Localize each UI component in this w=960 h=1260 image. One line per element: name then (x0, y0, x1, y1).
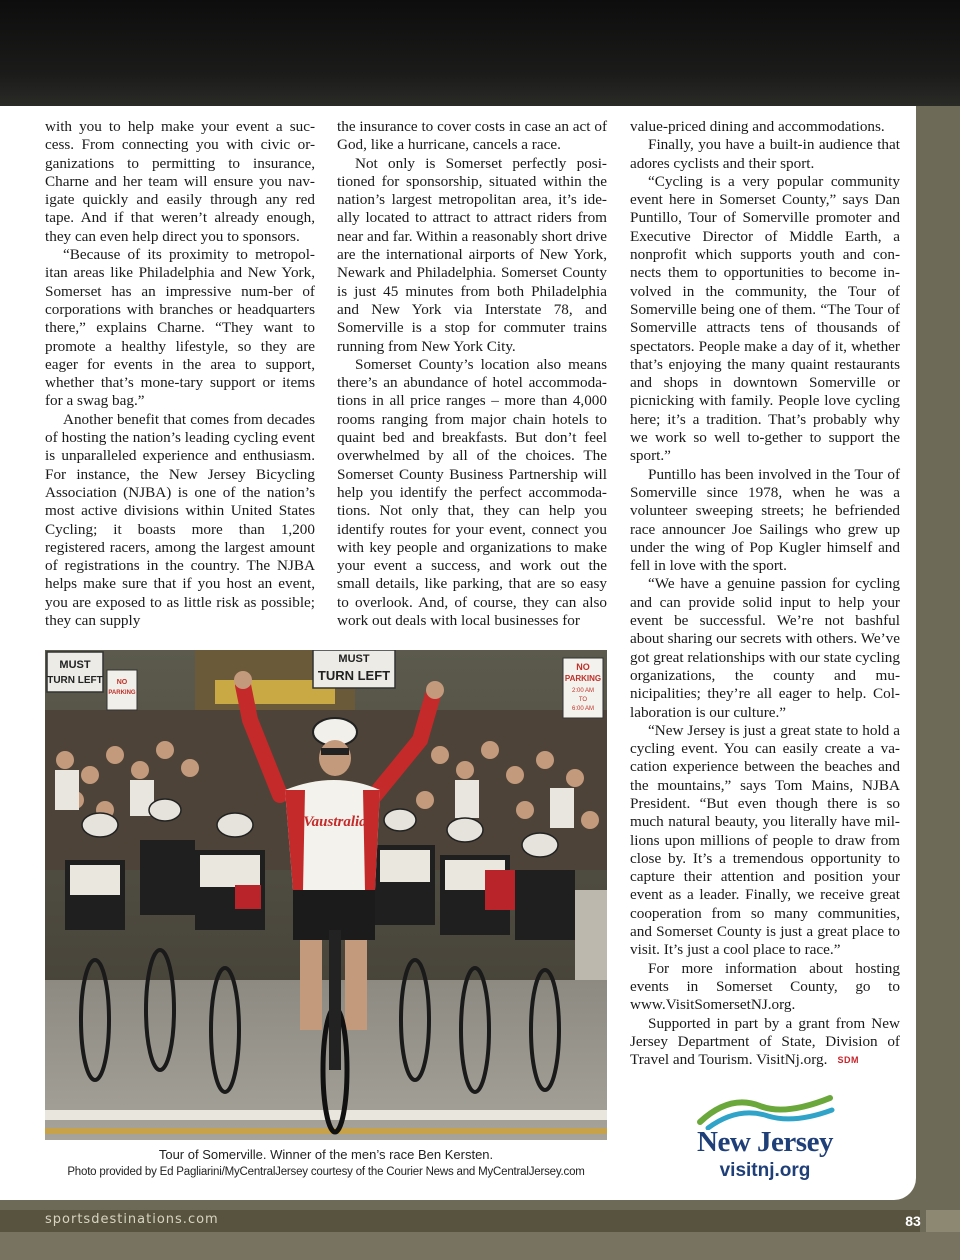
sign-must-turn-left (47, 652, 103, 692)
photo-caption (45, 1146, 607, 1180)
site-name: sportsdestinations.com (45, 1212, 219, 1227)
svg-text:MUST: MUST (59, 659, 91, 671)
paragraph: “Cycling is a very popular community event here in Somerset County,” says Dan Puntillo, Tour of Somerville promoter and Executive Director of Middle Earth, a nonprofit which supports youth and con-nects them to opportunities to become in-volved in the community, the Tour of Somerville being one of them. “The Tour of Somerville attracts tens of thousands of spectators. People make a day of it, whether that’s enjoying the many quaint restaurants and shops in downtown Somerville or picnicking with family. People love cycling here; it’s a tradition. That’s probably why we work so well to-gether to support the sport.” (630, 172, 900, 465)
paragraph: “We have a genuine passion for cycling and can provide solid input to help your event be successful. We’re not bashful about sharing our secrets with others. We’ve got great relationships with our state cycling organizations, the county and mu-nicipalities; they’re all eager to help. Col-laboration is our culture.” (630, 575, 900, 721)
jersey-text: Vaustralia (303, 814, 367, 830)
new-jersey-logo (690, 1084, 840, 1184)
paragraph: Another benefit that comes from decades of hosting the nation’s leading cycling event is unparalleled experience and enthusiasm. For instance, the New Jersey Bicycling Association (NJBA) is one of the nation’s most active divisions within United States Cycling; it boasts more than 1,200 registered racers, among the largest amount of registrations in the country. The NJBA helps make sure that if you host an event, you are exposed to as little risk as possible; they can supply (45, 410, 315, 630)
svg-text:2:00 AM: 2:00 AM (571, 688, 595, 694)
svg-text:TO: TO (578, 697, 588, 703)
paragraph: Finally, you have a built-in audience that adores cyclists and their sport. (630, 136, 900, 172)
paragraph: the insurance to cover costs in case an act of God, like a hurricane, cancels a race. (337, 118, 607, 154)
paragraph: Somerset County’s location also means there’s an abundance of hotel accommoda-tions in all price ranges – more than 4,000 rooms ranging from major chain hotels to quaint bed and breakfasts. But don’t feel overwhelmed by all of the choices. The Somerset County Business Partnership will help you identify the perfect accommoda-tions. Not only that, they can help you identify routes for your event, connect you with key people and organizations to make your event a success, and work out the small details, like parking, that are so easy to overlook. And, of course, they can also work out deals with local businesses for (337, 355, 607, 630)
paragraph: Puntillo has been involved in the Tour of Somerville since 1978, when he was a volunteer sweeping streets; he befriended race announcer Joe Sailings who grew up under the wing of Pop Kugler himself and fell in love with the sport. (630, 465, 900, 575)
sign-no-parking-small (107, 670, 137, 710)
article-column-2 (337, 118, 607, 630)
race-photo-illustration (45, 650, 607, 1140)
wave-icon (690, 1084, 840, 1130)
article-column-3 (630, 118, 900, 1069)
logo-url: visitnj.org (719, 1160, 811, 1181)
sign-must-turn-left-center (313, 650, 395, 688)
svg-text:TURN LEFT: TURN LEFT (47, 675, 103, 686)
paragraph: For more information about hosting events in Somerset County, go to www.VisitSomersetNJ.org. (630, 959, 900, 1014)
paragraph: with you to help make your event a suc-cess. From connecting you with civic or-ganizations to permitting to insurance, Charne and her team will ensure you nav-igate quickly and easily through any red tape. And if that weren’t already enough, they can even help direct you to sponsors. (45, 118, 315, 245)
caption-line-1: Tour of Somerville. Winner of the men’s race Ben Kersten. (158, 1147, 494, 1162)
caption-line-2: Photo provided by Ed Pagliarini/MyCentralJersey courtesy of the Courier News and MyCentralJersey.com (67, 1166, 585, 1178)
sdm-end-mark: SDM (837, 1055, 859, 1066)
logo-name: New Jersey (697, 1126, 833, 1158)
article-column-1 (45, 118, 315, 630)
svg-text:PARKING: PARKING (564, 674, 602, 683)
svg-text:TURN LEFT: TURN LEFT (317, 668, 391, 683)
paragraph: “Because of its proximity to metropol-itan areas like Philadelphia and New York, Somerset has an impressive num-ber of corporations with branches or headquarters there,” explains Charne. “They want to promote a healthy lifestyle, so they are eager for events in the area to support, whether that’s mone-tary support or items for a swag bag.” (45, 246, 315, 410)
paragraph: value-priced dining and accommodations. (630, 118, 885, 135)
sign-no-parking-right (563, 658, 603, 718)
top-dark-band (0, 0, 960, 106)
svg-text:6:00 AM: 6:00 AM (571, 706, 595, 712)
svg-text:NO: NO (116, 679, 128, 686)
page-number: 83 (905, 1213, 921, 1229)
footer-lower-band (0, 1232, 960, 1260)
paragraph: Not only is Somerset perfectly posi-tioned for sponsorship, situated within the nation’s largest metropolitan area, it’s ide-ally located to attract to attract riders from near and far. Within a reasonably short drive are the international airports of New York, Newark and Philadelphia. Somerset County is just 45 minutes from both Philadelphia and New York via Interstate 78, and Somerville is a stop for commuter trains running from New York City. (337, 154, 607, 355)
page-edge (926, 1210, 960, 1232)
magazine-page (0, 106, 916, 1200)
svg-text:MUST: MUST (338, 653, 370, 665)
paragraph: “New Jersey is just a great state to hold a cycling event. You can easily create a va-cation experience between the beaches and the mountains,” says Tom Mains, NJBA President. “But even though there is so much natural beauty, you literally have mil-lions upon millions of people to draw from close by. It’s a tremendous opportunity to capture their attention and position your event as a leader. Finally, we receive great cooperation from so many communities, and Somerset County is just a great place to visit. It’s just a cool place to race.” (630, 721, 900, 959)
paragraph (630, 1015, 900, 1070)
paragraph-text: Supported in part by a grant from New Jersey Department of State, Division of Travel and Tourism. VisitNj.org. (630, 1014, 900, 1069)
race-photo (45, 650, 607, 1140)
svg-text:PARKING: PARKING (108, 690, 136, 696)
svg-text:NO: NO (576, 662, 590, 672)
page-footer (0, 1200, 960, 1260)
